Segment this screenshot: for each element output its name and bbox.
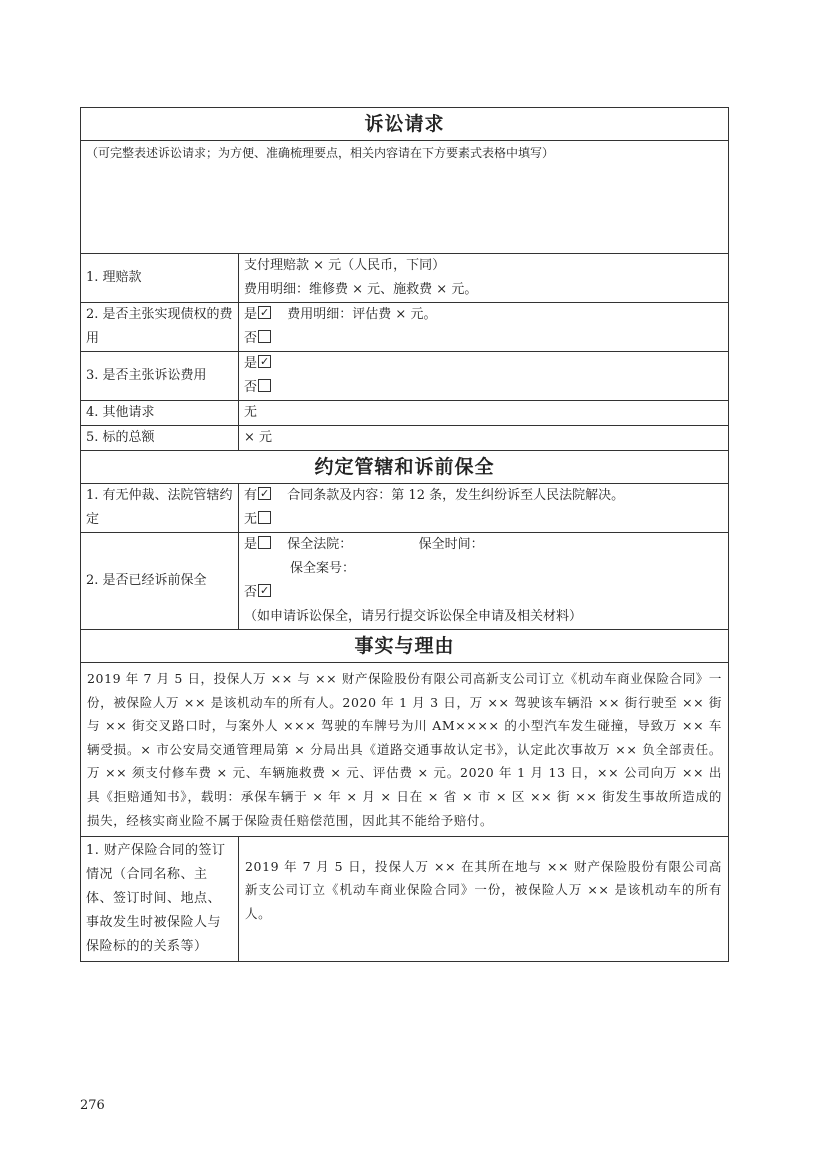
preservation-case-label: 保全案号：	[290, 561, 356, 576]
facts-1-value: 2019 年 7 月 5 日，投保人万 ×× 在其所在地与 ×× 财产保险股份有限公司高新支公司订立《机动车商业保险合同》一份，被保险人万 ×× 是该机动车的所有人。	[239, 837, 729, 962]
claim-3-no-label: 否	[244, 380, 258, 395]
claim-1-line1: 支付理赔款 × 元（人民币，下同）	[244, 258, 446, 273]
jurisdiction-section-title: 约定管辖和诉前保全	[81, 451, 729, 484]
claim-row-2	[81, 303, 729, 352]
facts-paragraph: 2019 年 7 月 5 日，投保人万 ×× 与 ×× 财产保险股份有限公司高新支公司订立《机动车商业保险合同》一份，被保险人万 ×× 是该机动车的所有人。2020 年 1 月 3 日，万 ×× 驾驶该车辆沿 ×× 街行驶至 ×× 街与 ×× 街交叉路口时，与案外人 ××× 驾驶的车牌号为川 AM×××× 的小型汽车发生碰撞，导致万 ×× 车辆受损。× 市公安局交通管理局第 × 分局出具《道路交通事故认定书》，认定此次事故万 ×× 负全部责任。万 ×× 须支付修车费 × 元、车辆施救费 × 元、评估费 × 元。2020 年 1 月 13 日，×× 公司向万 ×× 出具《拒赔通知书》，载明：承保车辆于 × 年 × 月 × 日在 × 省 × 市 × 区 ×× 街 ×× 街发生事故所造成的损失，经核实商业险不属于保险责任赔偿范围，因此其不能给予赔付。	[81, 663, 729, 837]
claims-section-title: 诉讼请求	[81, 108, 729, 141]
claim-2-label: 2. 是否主张实现债权的费用	[81, 303, 239, 352]
checked-checkbox-icon[interactable]	[258, 355, 271, 368]
unchecked-checkbox-icon[interactable]	[258, 379, 271, 392]
jurisdiction-1-no-label: 无	[244, 512, 258, 527]
jurisdiction-2-value	[239, 533, 729, 630]
jurisdiction-2-label: 2. 是否已经诉前保全	[81, 533, 239, 630]
unchecked-checkbox-icon[interactable]	[258, 511, 271, 524]
preservation-court-label: 保全法院：	[287, 537, 353, 552]
claim-2-yes-detail: 费用明细：评估费 × 元。	[287, 307, 437, 322]
jurisdiction-2-yes-label: 是	[244, 537, 258, 552]
claim-3-yes-label: 是	[244, 356, 258, 371]
preservation-time-label: 保全时间：	[418, 537, 484, 552]
complaint-form	[80, 107, 729, 962]
jurisdiction-1-value	[239, 484, 729, 533]
unchecked-checkbox-icon[interactable]	[258, 330, 271, 343]
facts-section-title: 事实与理由	[81, 630, 729, 663]
claim-1-value	[239, 254, 729, 303]
checked-checkbox-icon[interactable]	[258, 487, 271, 500]
claim-4-value: 无	[239, 401, 729, 426]
claim-5-label: 5. 标的总额	[81, 426, 239, 451]
checked-checkbox-icon[interactable]	[258, 584, 271, 597]
jurisdiction-row-1	[81, 484, 729, 533]
jurisdiction-1-label: 1. 有无仲裁、法院管辖约定	[81, 484, 239, 533]
claim-3-value	[239, 352, 729, 401]
claim-2-no-label: 否	[244, 331, 258, 346]
facts-1-label: 1. 财产保险合同的签订情况（合同名称、主体、签订时间、地点、事故发生时被保险人与保险标的的关系等）	[81, 837, 239, 962]
claim-row-3	[81, 352, 729, 401]
claim-row-4	[81, 401, 729, 426]
jurisdiction-1-detail: 合同条款及内容：第 12 条，发生纠纷诉至人民法院解决。	[287, 488, 625, 503]
checked-checkbox-icon[interactable]	[258, 306, 271, 319]
claims-free-text: （可完整表述诉讼请求；为方便、准确梳理要点，相关内容请在下方要素式表格中填写）	[81, 141, 729, 254]
claim-row-1	[81, 254, 729, 303]
page-number: 276	[80, 1098, 105, 1113]
claim-3-label: 3. 是否主张诉讼费用	[81, 352, 239, 401]
jurisdiction-2-no-label: 否	[244, 585, 258, 600]
preservation-note: （如申请诉讼保全，请另行提交诉讼保全申请及相关材料）	[244, 609, 583, 624]
facts-row-1	[81, 837, 729, 962]
claim-2-value	[239, 303, 729, 352]
claim-row-5	[81, 426, 729, 451]
claim-4-label: 4. 其他请求	[81, 401, 239, 426]
claim-1-label: 1. 理赔款	[81, 254, 239, 303]
claim-1-line2: 费用明细：维修费 × 元、施救费 × 元。	[244, 282, 478, 297]
claim-5-value: × 元	[239, 426, 729, 451]
jurisdiction-row-2	[81, 533, 729, 630]
unchecked-checkbox-icon[interactable]	[258, 536, 271, 549]
jurisdiction-1-yes-label: 有	[244, 488, 258, 503]
claim-2-yes-label: 是	[244, 307, 258, 322]
